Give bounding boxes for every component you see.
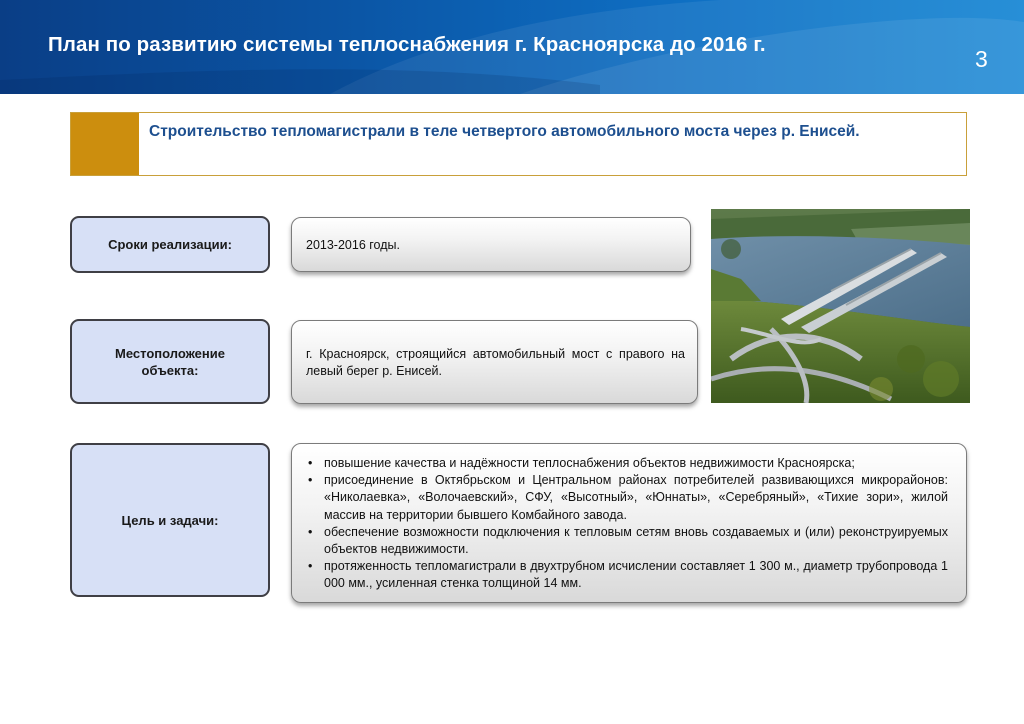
bridge-render-image: [711, 209, 970, 403]
page-number: 3: [975, 46, 988, 72]
label-timeline-text: Сроки реализации:: [108, 237, 232, 252]
bullet-icon: •: [308, 456, 313, 470]
list-item: • повышение качества и надёжности теплоснабжения объектов недвижимости Красноярска;: [306, 455, 948, 472]
section-heading: Строительство тепломагистрали в теле четвертого автомобильного моста через р. Енисей.: [149, 123, 860, 140]
heading-accent-block: [71, 113, 139, 175]
value-location-box: [291, 320, 698, 404]
value-timeline: 2013-2016 годы.: [306, 238, 400, 252]
page-title: План по развитию системы теплоснабжения г. Красноярска до 2016 г.: [48, 33, 766, 56]
label-location-text: Местоположение объекта:: [115, 345, 225, 378]
section-heading-box: [70, 112, 967, 176]
list-item: • обеспечение возможности подключения к тепловым сетям вновь создаваемых и (или) реконструируемых объектов недвижимости.: [308, 524, 948, 557]
bullet-icon: •: [308, 524, 313, 539]
bullet-icon: •: [308, 473, 313, 488]
list-item: • протяженность тепломагистрали в двухтрубном исчислении составляет 1 300 м., диаметр трубопровода 1 000 мм., усиленная стенка толщиной 14 мм.: [308, 559, 948, 591]
goals-list: [306, 455, 948, 593]
goals-box: [291, 443, 967, 603]
header-band: [0, 0, 1024, 94]
label-goals: [70, 443, 270, 597]
label-location: [70, 319, 270, 404]
bullet-icon: •: [308, 559, 313, 574]
label-timeline: [70, 216, 270, 273]
label-goals-text: Цель и задачи:: [121, 512, 219, 528]
bridge-photo: [711, 209, 970, 403]
value-timeline-box: [291, 217, 691, 272]
value-location: г. Красноярск, строящийся автомобильный мост с правого на левый берег р. Енисей.: [306, 347, 685, 378]
list-item: • присоединение в Октябрьском и Центральном районах потребителей развивающихся микрорайонов: «Николаевка», «Волочаевский», СФУ, «Высотный», «Юннаты», «Серебряный», «Тихие зори», жилой массив на территории бывшего Комбайного завода.: [308, 473, 948, 522]
